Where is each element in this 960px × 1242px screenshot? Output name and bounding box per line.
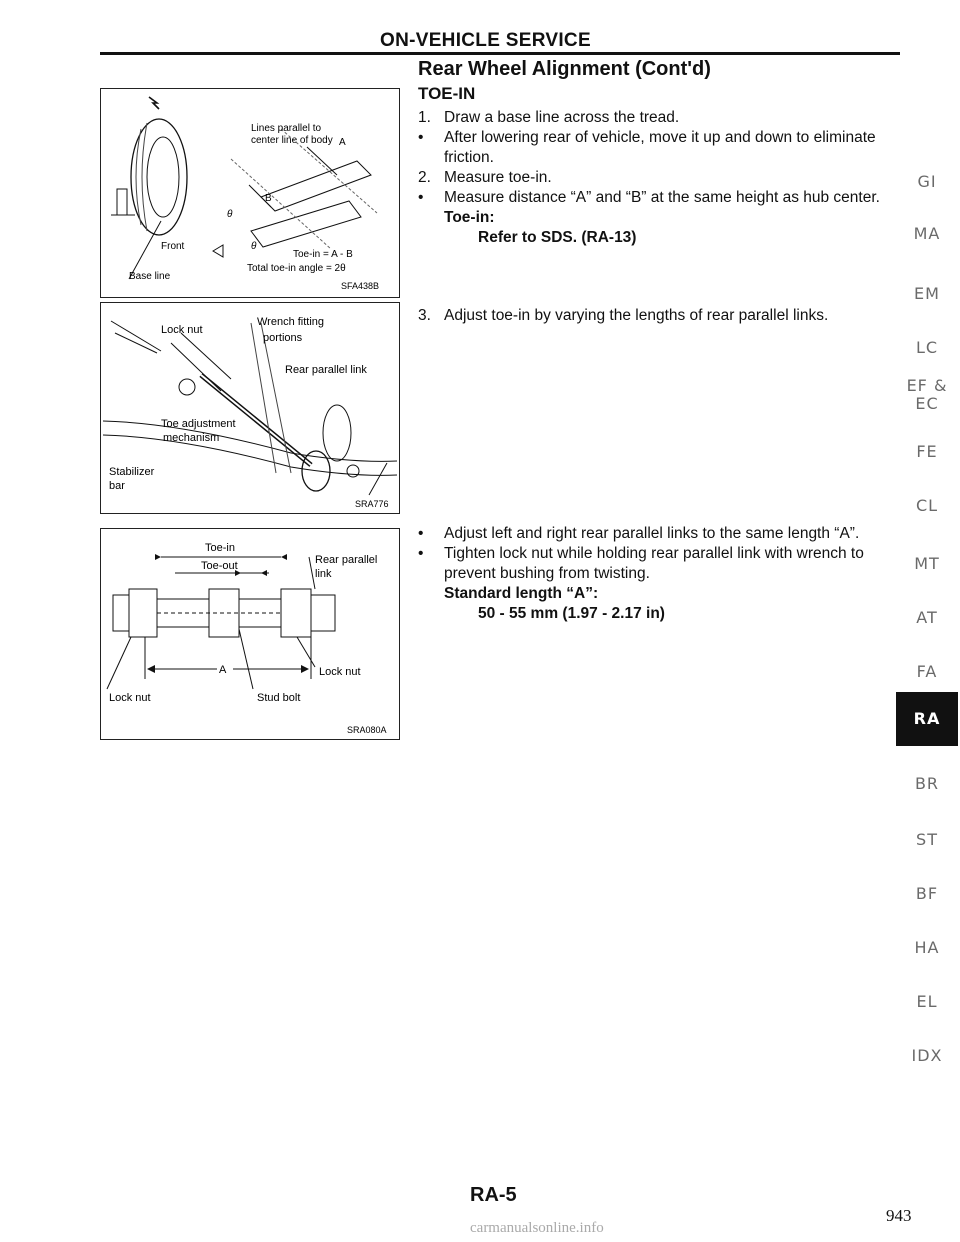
- svg-text:θ: θ: [227, 209, 233, 220]
- spec-value: 50 - 55 mm (1.97 - 2.17 in): [478, 605, 665, 622]
- tab-el[interactable]: EL: [916, 992, 938, 1011]
- svg-text:link: link: [315, 568, 332, 580]
- svg-text:Base line: Base line: [129, 271, 171, 282]
- spec-toe-in: [418, 208, 918, 248]
- tab-idx[interactable]: IDX: [911, 1046, 943, 1065]
- tab-fa[interactable]: FA: [916, 662, 938, 681]
- svg-text:SFA438B: SFA438B: [341, 281, 380, 291]
- svg-text:SRA776: SRA776: [355, 499, 389, 509]
- tab-ha[interactable]: HA: [914, 938, 940, 957]
- svg-text:A: A: [219, 664, 227, 676]
- tab-mt[interactable]: MT: [914, 554, 940, 573]
- section-subheading: TOE-IN: [418, 84, 476, 103]
- tab-at[interactable]: AT: [916, 608, 938, 627]
- step-item: • Tighten lock nut while holding rear parallel link with wrench to prevent bushing from twisting.: [418, 545, 864, 582]
- tab-em[interactable]: EM: [914, 284, 940, 303]
- page-number: 943: [886, 1206, 912, 1225]
- figure-parallel-link: [100, 302, 400, 514]
- stand-icon: [117, 189, 127, 215]
- step-item: 1. Draw a base line across the tread.: [418, 109, 680, 126]
- svg-text:Total toe-in angle = 2θ: Total toe-in angle = 2θ: [247, 263, 346, 274]
- tab-fe[interactable]: FE: [916, 442, 938, 461]
- tab-lc[interactable]: LC: [915, 338, 939, 357]
- tab-bf[interactable]: BF: [915, 884, 939, 903]
- step-item: 2. Measure toe-in.: [418, 169, 552, 186]
- svg-text:bar: bar: [109, 480, 125, 492]
- svg-text:Stud bolt: Stud bolt: [257, 692, 301, 704]
- svg-text:Lock nut: Lock nut: [161, 324, 203, 336]
- svg-text:Toe-in = A - B: Toe-in = A - B: [293, 249, 353, 260]
- svg-text:Front: Front: [161, 241, 185, 252]
- instruction-step-3: [418, 306, 918, 326]
- instruction-steps-a: [418, 108, 918, 248]
- svg-text:Toe adjustment: Toe adjustment: [161, 418, 236, 430]
- spec-label: Toe-in:: [444, 209, 495, 226]
- svg-text:Stabilizer: Stabilizer: [109, 466, 155, 478]
- instruction-steps-b: [418, 524, 918, 624]
- figure-standard-length: [100, 528, 400, 740]
- svg-text:Rear parallel link: Rear parallel link: [285, 364, 367, 376]
- watermark-text: carmanualsonline.info: [470, 1220, 604, 1236]
- tab-ef[interactable]: EF &: [906, 376, 948, 395]
- svg-text:Lock nut: Lock nut: [109, 692, 151, 704]
- tab-br[interactable]: BR: [914, 774, 940, 793]
- svg-text:Rear parallel: Rear parallel: [315, 554, 378, 566]
- svg-text:Wrench fitting: Wrench fitting: [257, 316, 325, 328]
- svg-text:B: B: [265, 193, 272, 204]
- svg-text:Lock nut: Lock nut: [319, 666, 361, 678]
- step-item: • Measure distance “A” and “B” at the same height as hub center.: [418, 189, 880, 206]
- svg-text:Lines parallel to: Lines parallel to: [251, 123, 322, 134]
- spec-standard-length: [418, 584, 918, 624]
- svg-text:Toe-out: Toe-out: [201, 560, 238, 572]
- svg-text:Toe-in: Toe-in: [205, 542, 235, 554]
- rotation-arrow-icon: [149, 97, 159, 109]
- tab-ra-active[interactable]: RA: [896, 692, 958, 746]
- step-item: 3. Adjust toe-in by varying the lengths of rear parallel links.: [418, 307, 829, 324]
- svg-text:center line of body: center line of body: [251, 135, 333, 146]
- spec-label: Standard length “A”:: [444, 585, 599, 602]
- front-arrow-icon: [213, 245, 223, 257]
- svg-text:mechanism: mechanism: [163, 432, 220, 444]
- header-rule: [100, 52, 900, 55]
- svg-text:SRA080A: SRA080A: [347, 725, 387, 735]
- svg-text:θ: θ: [251, 241, 257, 252]
- svg-text:portions: portions: [263, 332, 303, 344]
- tab-ma[interactable]: MA: [913, 224, 941, 243]
- section-title: Rear Wheel Alignment (Cont'd): [418, 58, 711, 80]
- figure-toe-in-measurement: [100, 88, 400, 298]
- page-header-title: ON-VEHICLE SERVICE: [380, 30, 591, 51]
- tab-gi[interactable]: GI: [917, 172, 937, 191]
- tab-cl[interactable]: CL: [915, 496, 939, 515]
- step-item: • After lowering rear of vehicle, move it up and down to eliminate friction.: [418, 129, 876, 166]
- page-code: RA-5: [470, 1184, 517, 1206]
- svg-text:A: A: [339, 137, 346, 148]
- step-item: • Adjust left and right rear parallel links to the same length “A”.: [418, 525, 860, 542]
- tab-ec[interactable]: EC: [915, 394, 939, 413]
- tab-st[interactable]: ST: [916, 830, 938, 849]
- spec-value: Refer to SDS. (RA-13): [478, 229, 637, 246]
